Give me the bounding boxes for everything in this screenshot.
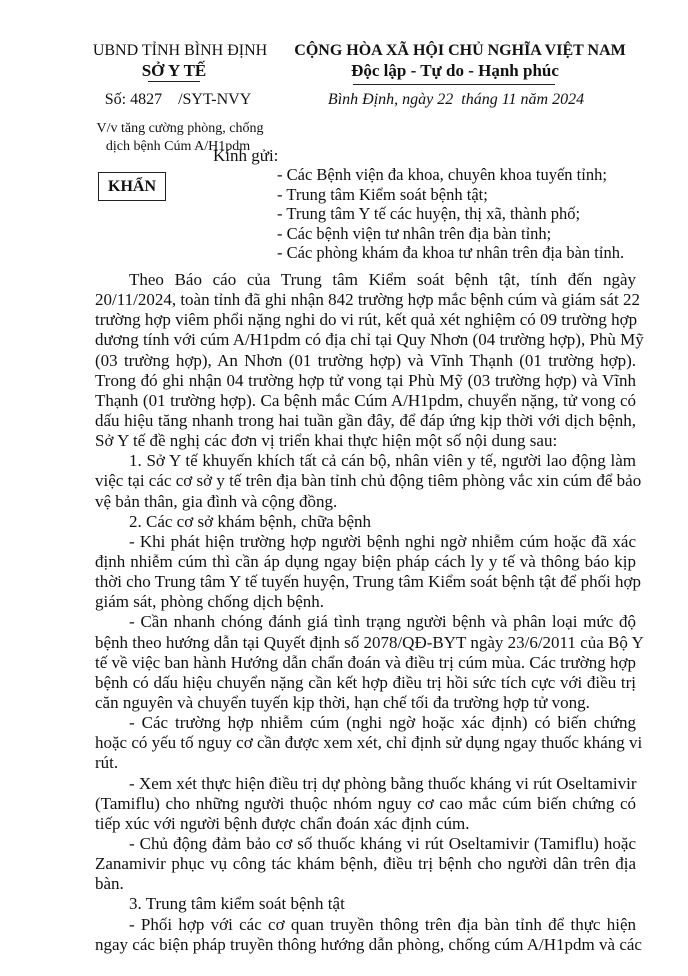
body-line: giám sát, phòng chống dịch bệnh. bbox=[95, 592, 324, 612]
body-line: - Cần nhanh chóng đánh giá tình trạng người bệnh và phân loại mức độ bbox=[129, 612, 636, 632]
national-motto: Độc lập - Tự do - Hạnh phúc bbox=[351, 61, 559, 80]
body-line: Trong đó ghi nhận 04 trường hợp tử vong tại Phù Mỹ (03 trường hợp) và Vĩnh bbox=[95, 370, 636, 390]
body-paragraph bbox=[95, 834, 636, 894]
body-line: vệ bản thân, gia đình và cộng đồng. bbox=[95, 491, 338, 511]
recipients-label: Kính gửi: bbox=[213, 146, 279, 165]
body-line: việc tại các cơ sở y tế trên địa bàn tỉnh chủ động tiêm phòng vắc xin cúm để bảo bbox=[95, 471, 642, 491]
body-line: bệnh theo hướng dẫn tại Quyết định số 2078/QĐ-BYT ngày 23/6/2011 của Bộ Y bbox=[95, 632, 644, 652]
body-line: Sở Y tế đề nghị các đơn vị triển khai thực hiện một số nội dung sau: bbox=[95, 431, 558, 451]
recipient-item: - Trung tâm Kiểm soát bệnh tật; bbox=[277, 184, 488, 204]
agency-name: SỞ Y TẾ bbox=[141, 61, 207, 80]
body-line: - Các trường hợp nhiễm cúm (nghi ngờ hoặc xác định) có biến chứng bbox=[129, 713, 636, 733]
body-line: 20/11/2024, toàn tỉnh đã ghi nhận 842 trường hợp mắc bệnh cúm và giám sát 22 bbox=[95, 290, 640, 310]
body-line: 3. Trung tâm kiểm soát bệnh tật bbox=[129, 894, 345, 914]
body-line: bệnh có dấu hiệu chuyển nặng cần kết hợp điều trị hồi sức tích cực với điều trị bbox=[95, 672, 636, 692]
document-number: Số: 4827 /SYT-NVY bbox=[104, 91, 252, 108]
body-line: rút. bbox=[95, 753, 119, 773]
body-line: tế về việc ban hành Hướng dẫn chẩn đoán và điều trị cúm mùa. Các trường hợp bbox=[95, 652, 636, 672]
body-paragraph bbox=[95, 270, 644, 451]
body-paragraph bbox=[95, 713, 643, 773]
subject-line-1: V/v tăng cường phòng, chống bbox=[96, 121, 264, 136]
body-line: định nhiễm cúm thì cần áp dụng ngay biện pháp cách ly y tế và thông báo kịp bbox=[95, 551, 636, 571]
body-line: 2. Các cơ sở khám bệnh, chữa bệnh bbox=[129, 511, 371, 531]
national-title: CỘNG HÒA XÃ HỘI CHỦ NGHĨA VIỆT NAM bbox=[294, 42, 626, 59]
body-line: - Xem xét thực hiện điều trị dự phòng bằng thuốc kháng vi rút Oseltamivir bbox=[129, 773, 637, 793]
body-line: tiếp xúc với người bệnh được chẩn đoán xác định cúm. bbox=[95, 813, 470, 833]
document-date: Bình Định, ngày 22 tháng 11 năm 2024 bbox=[327, 91, 585, 108]
subject-line-2: dịch bệnh Cúm A/H1pdm bbox=[105, 139, 251, 154]
agency-underline bbox=[148, 81, 200, 82]
body-line: - Phối hợp với các cơ quan truyền thông trên địa bàn tỉnh để thực hiện bbox=[129, 914, 636, 934]
body-line: ngay các biện pháp truyền thông hướng dẫn phòng, chống cúm A/H1pdm và các bbox=[95, 934, 642, 954]
body-line: Thạnh (01 trường hợp). Ca bệnh mắc Cúm A/H1pdm, chuyển nặng, tử vong có bbox=[95, 390, 636, 410]
body-line: bàn. bbox=[95, 874, 124, 894]
recipient-item: - Trung tâm Y tế các huyện, thị xã, thành phố; bbox=[277, 204, 581, 223]
body-line: 1. Sở Y tế khuyến khích tất cả cán bộ, nhân viên y tế, người lao động làm bbox=[129, 451, 636, 471]
body-paragraph bbox=[95, 774, 636, 834]
body-line: thời cho Trung tâm Y tế tuyến huyện, Trung tâm Kiểm soát bệnh tật để phối hợp bbox=[95, 572, 642, 592]
recipients-list bbox=[277, 165, 624, 263]
recipient-item: - Các phòng khám đa khoa tư nhân trên địa bàn tỉnh. bbox=[277, 243, 625, 262]
body-paragraph bbox=[95, 531, 642, 613]
body-line: - Chủ động đảm bảo cơ số thuốc kháng vi rút Oseltamivir (Tamiflu) hoặc bbox=[129, 833, 636, 853]
body-line: trường hợp viêm phổi nặng nghi do vi rút, kết quả xét nghiệm có 09 trường hợp bbox=[95, 310, 638, 330]
body-line: (03 trường hợp), An Nhơn (01 trường hợp) và Vĩnh Thạnh (01 trường hợp). bbox=[95, 350, 636, 370]
body-line: - Khi phát hiện trường hợp người bệnh nghi ngờ nhiễm cúm hoặc đã xác bbox=[129, 531, 636, 551]
recipient-item: - Các bệnh viện tư nhân trên địa bàn tỉnh; bbox=[277, 223, 552, 243]
recipient-item: - Các Bệnh viện đa khoa, chuyên khoa tuyến tỉnh; bbox=[277, 165, 607, 184]
urgent-badge: KHẨN bbox=[98, 172, 166, 201]
body-paragraph bbox=[95, 451, 642, 511]
agency-parent: UBND TỈNH BÌNH ĐỊNH bbox=[92, 42, 268, 59]
body-paragraph bbox=[95, 612, 644, 713]
document-body bbox=[95, 270, 644, 955]
body-line: (Tamiflu) cho những người thuộc nhóm nguy cơ cao mắc cúm biến chứng có bbox=[95, 793, 636, 813]
body-line: Zanamivir phục vụ công tác khám bệnh, điều trị bệnh cho người dân trên địa bbox=[95, 854, 636, 874]
body-line: dương tính với cúm A/H1pdm có địa chỉ tại Quy Nhơn (04 trường hợp), Phù Mỹ bbox=[95, 330, 644, 350]
motto-underline bbox=[353, 84, 555, 85]
body-line: Theo Báo cáo của Trung tâm Kiểm soát bệnh tật, tính đến ngày bbox=[129, 270, 636, 289]
body-line: căn nguyên và chuyển tuyến kịp thời, hạn chế tối đa trường hợp tử vong. bbox=[95, 692, 590, 712]
body-paragraph bbox=[95, 894, 636, 914]
body-paragraph bbox=[95, 512, 636, 532]
body-line: hoặc có yếu tố nguy cơ cần được xem xét, chỉ định sử dụng ngay thuốc kháng vi bbox=[95, 733, 643, 753]
body-line: dấu hiệu tăng nhanh trong hai tuần gần đây, để đáp ứng kịp thời với dịch bệnh, bbox=[95, 410, 636, 430]
body-paragraph bbox=[95, 914, 642, 955]
